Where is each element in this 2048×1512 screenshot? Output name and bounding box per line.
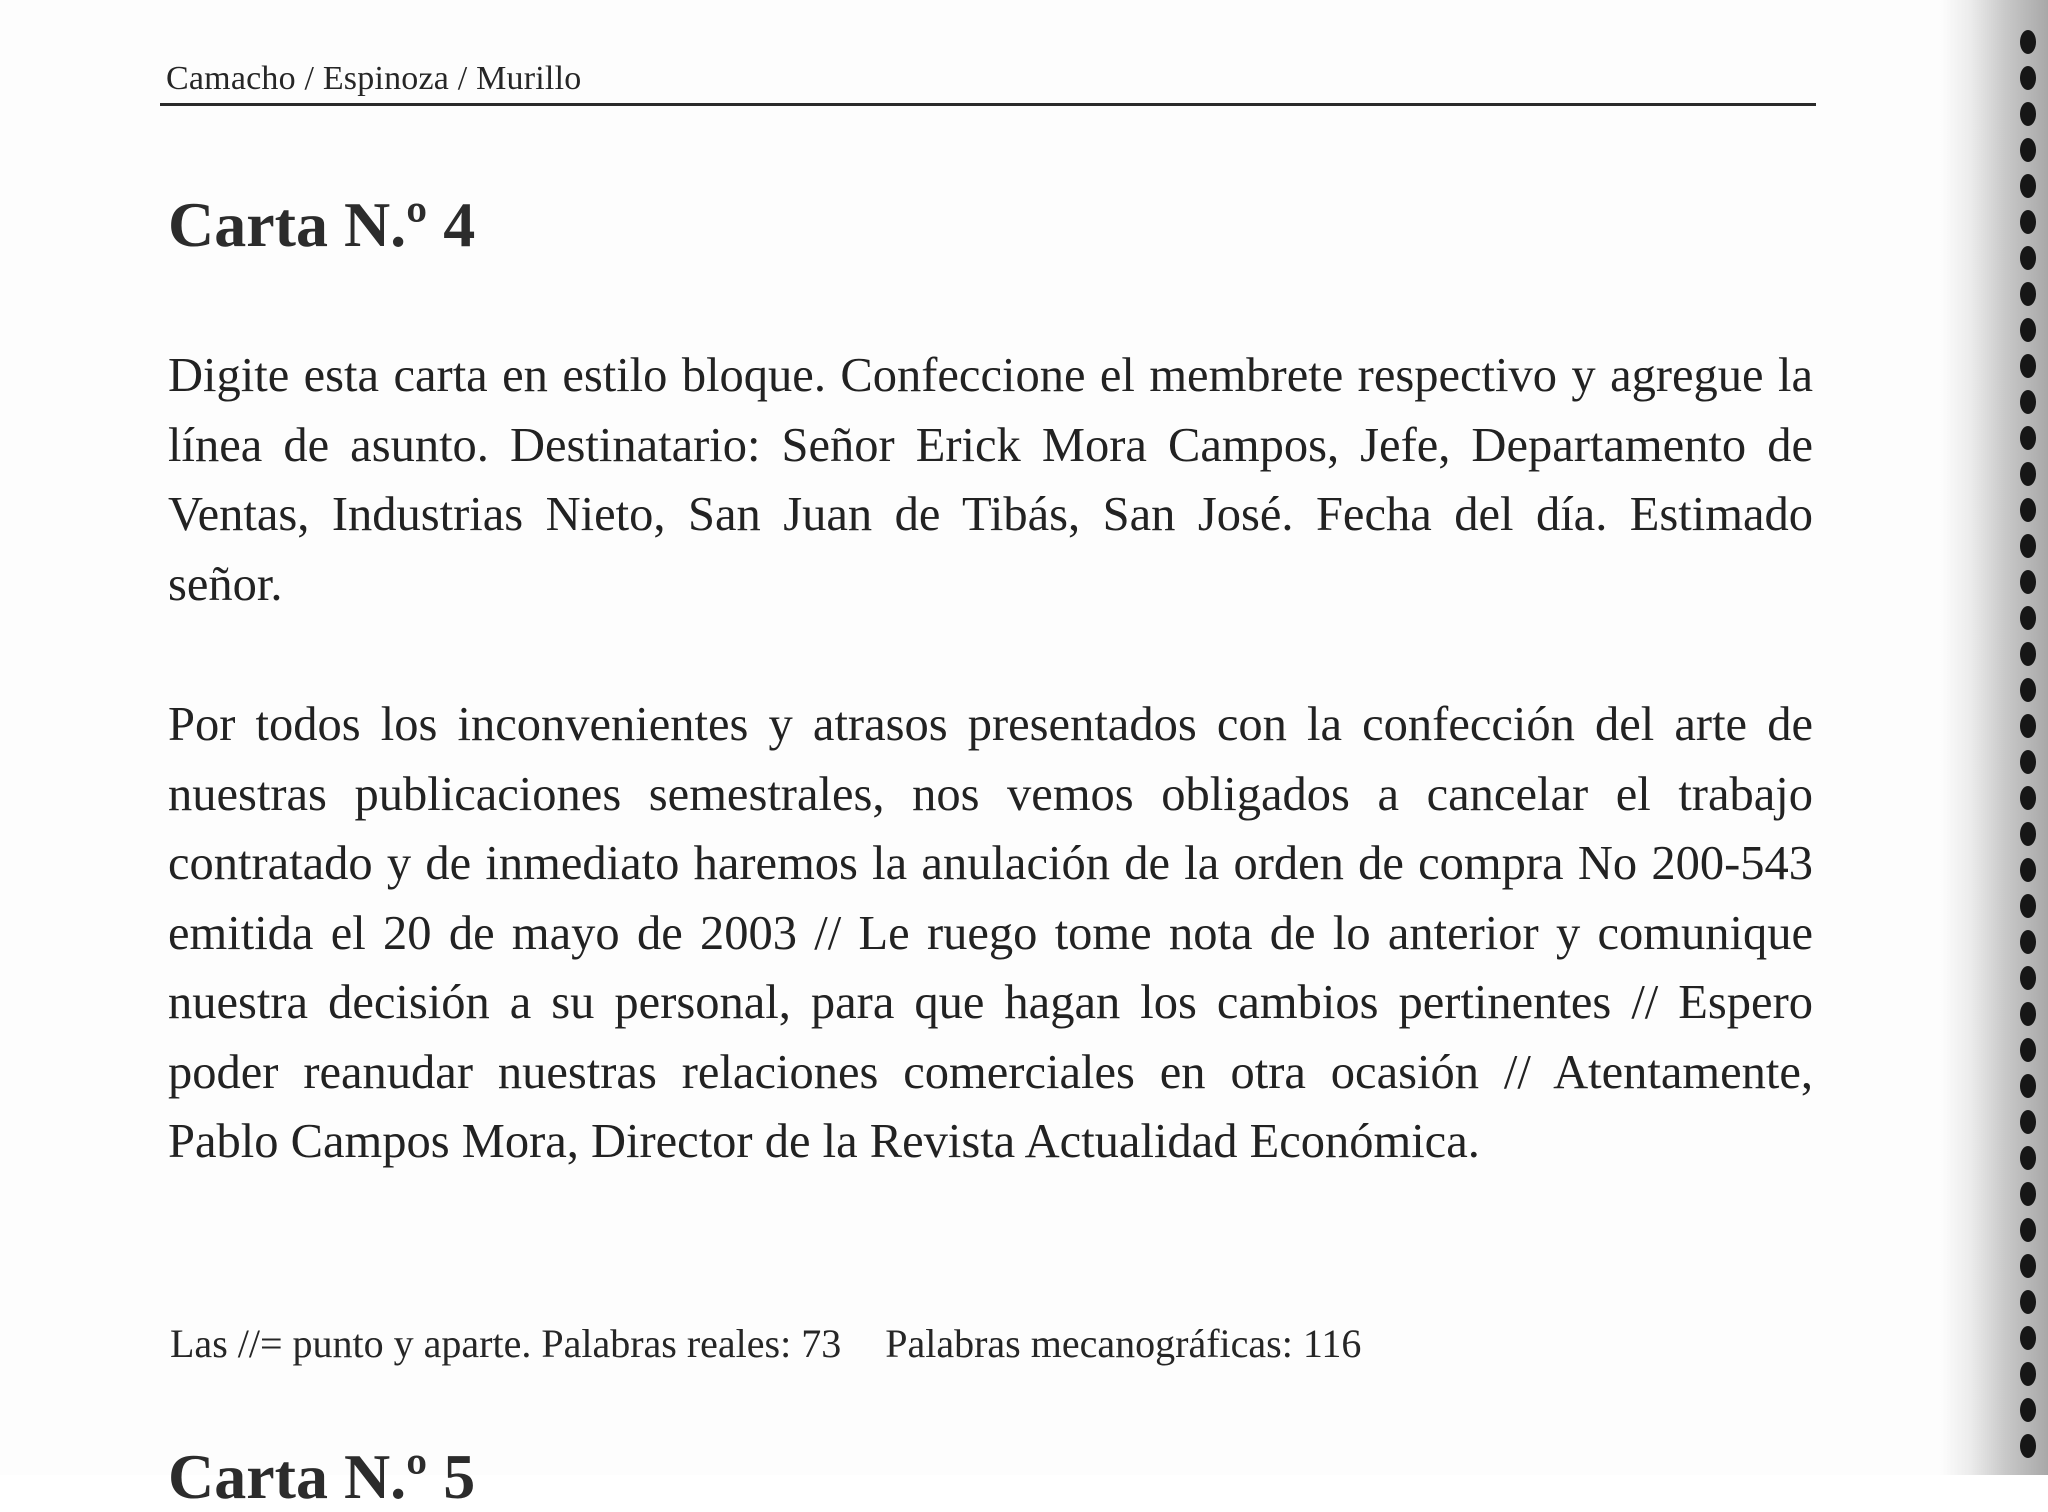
binding-hole (2020, 1398, 2036, 1422)
binding-hole (2020, 1146, 2036, 1170)
binding-hole (2020, 1038, 2036, 1062)
binding-hole (2020, 822, 2036, 846)
footnote-typing-words: Palabras mecanográficas: 116 (885, 1321, 1362, 1366)
binding-hole (2020, 606, 2036, 630)
binding-hole (2020, 1002, 2036, 1026)
binding-hole (2020, 1254, 2036, 1278)
binding-hole (2020, 102, 2036, 126)
binding-hole (2020, 1218, 2036, 1242)
binding-hole (2020, 318, 2036, 342)
letter-body-paragraph: Por todos los inconvenientes y atrasos presentados con la confección del arte de nuestras publicaciones semestrales, nos vemos obligados a cancelar el trabajo contratado y de inmediato haremos la anulación de la orden de compra No 200-543 emitida el 20 de mayo de 2003 // Le ruego tome nota de lo anterior y comunique nuestra decisión a su personal, para que hagan los cambios pertinentes // Espero poder reanudar nuestras relaciones comerciales en otra ocasión // Atentamente, Pablo Campos Mora, Director de la Revista Actualidad Económica. (168, 698, 1813, 1168)
binding-hole (2020, 498, 2036, 522)
running-head: Camacho / Espinoza / Murillo (166, 60, 582, 97)
binding-hole (2020, 714, 2036, 738)
binding-hole (2020, 30, 2036, 54)
binding-hole (2020, 534, 2036, 558)
next-section-title: Carta N.º 5 (168, 1441, 476, 1512)
binding-hole (2020, 642, 2036, 666)
binding-hole (2020, 1434, 2036, 1458)
binding-hole (2020, 354, 2036, 378)
binding-hole (2020, 390, 2036, 414)
binding-hole (2020, 930, 2036, 954)
binding-hole (2020, 966, 2036, 990)
binding-hole (2020, 1326, 2036, 1350)
binding-hole (2020, 426, 2036, 450)
binding-hole (2020, 1074, 2036, 1098)
spiral-binding (2016, 30, 2042, 1470)
word-count-footnote (170, 1320, 1361, 1367)
binding-hole (2020, 894, 2036, 918)
binding-hole (2020, 750, 2036, 774)
section-title: Carta N.º 4 (168, 189, 476, 260)
footnote-legend: Las //= punto y aparte. Palabras reales: 73 (170, 1321, 842, 1366)
binding-hole (2020, 858, 2036, 882)
binding-hole (2020, 570, 2036, 594)
binding-hole (2020, 66, 2036, 90)
header-rule (160, 103, 1816, 106)
binding-hole (2020, 462, 2036, 486)
binding-hole (2020, 282, 2036, 306)
instructions-paragraph: Digite esta carta en estilo bloque. Confeccione el membrete respectivo y agregue la línea de asunto. Destinatario: Señor Erick Mora Campos, Jefe, Departamento de Ventas, Industrias Nieto, San Juan de Tibás, San José. Fecha del día. Estimado señor. (168, 349, 1813, 611)
binding-hole (2020, 210, 2036, 234)
binding-hole (2020, 246, 2036, 270)
binding-hole (2020, 1182, 2036, 1206)
binding-hole (2020, 678, 2036, 702)
binding-hole (2020, 1362, 2036, 1386)
binding-hole (2020, 138, 2036, 162)
binding-hole (2020, 174, 2036, 198)
binding-hole (2020, 1110, 2036, 1134)
binding-hole (2020, 786, 2036, 810)
binding-hole (2020, 1290, 2036, 1314)
